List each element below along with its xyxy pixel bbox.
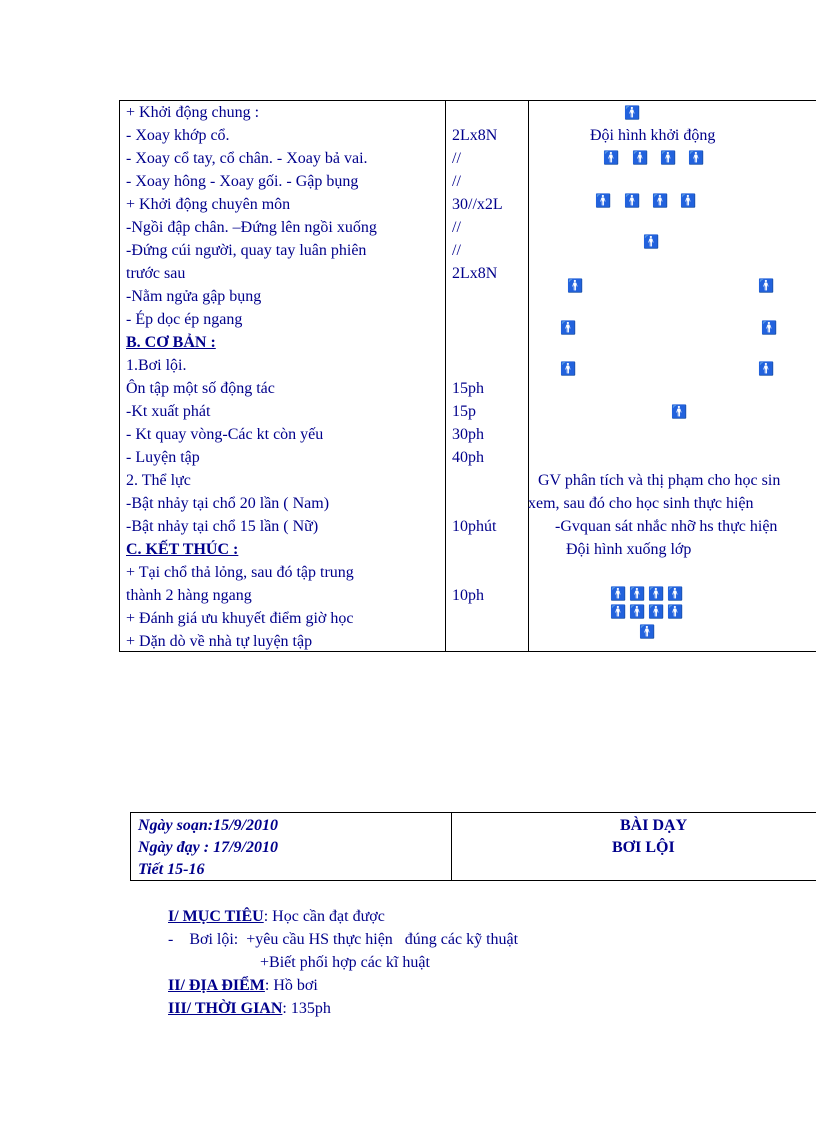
dosage-value: //: [452, 219, 461, 236]
content-row: 2. Thể lực: [126, 472, 191, 489]
student-icon: 🚹: [610, 605, 627, 620]
student-icon: 🚹: [610, 587, 627, 602]
dosage-value: 2Lx8N: [452, 265, 498, 282]
time-line: [168, 1000, 331, 1018]
teach-date: Ngày đạy : 17/9/2010: [138, 839, 278, 856]
content-row: Ôn tập một số động tác: [126, 380, 275, 397]
student-icon: 🚹: [688, 151, 705, 166]
content-row: -Đứng cúi người, quay tay luân phiên: [126, 242, 367, 259]
content-row: -Ngồi đập chân. –Đứng lên ngồi xuống: [126, 219, 377, 236]
content-row: + Đánh giá ưu khuyết điểm giờ học: [126, 610, 354, 627]
student-icon: 🚹: [652, 194, 669, 209]
content-row: 1.Bơi lội.: [126, 357, 187, 374]
dosage-value: 15p: [452, 403, 476, 420]
dismiss-formation-label: Đội hình xuống lớp: [566, 541, 692, 558]
student-icon: 🚹: [560, 321, 577, 336]
content-row: - Kt quay vòng-Các kt còn yếu: [126, 426, 324, 443]
content-row: trước sau: [126, 265, 186, 282]
teacher-icon: 🚹: [671, 405, 688, 420]
dosage-value: //: [452, 150, 461, 167]
student-icon: 🚹: [761, 321, 778, 336]
content-row: + Khởi động chuyên môn: [126, 196, 291, 213]
time-value: : 135ph: [282, 1000, 331, 1017]
objective-item: +Biết phối hợp các kĩ huật: [260, 954, 430, 971]
section-heading-co-ban: B. CƠ BẢN :: [126, 334, 216, 351]
content-row: + Khởi động chung :: [126, 104, 260, 121]
content-row: - Luyện tập: [126, 449, 200, 466]
content-row: -Nằm ngửa gập bụng: [126, 288, 262, 305]
student-icon: 🚹: [680, 194, 697, 209]
method-note: GV phân tích và thị phạm cho học sin: [538, 472, 781, 489]
dosage-value: 2Lx8N: [452, 127, 498, 144]
content-row: - Ép dọc ép ngang: [126, 311, 243, 328]
dosage-value: 30//x2L: [452, 196, 503, 213]
time-heading: III/ THỜI GIAN: [168, 1000, 283, 1017]
teacher-icon: 🚹: [624, 106, 641, 121]
student-icon: 🚹: [629, 587, 646, 602]
student-icon: 🚹: [632, 151, 649, 166]
objectives-line: [168, 908, 385, 926]
location-line: [168, 977, 318, 995]
dosage-value: 10phút: [452, 518, 497, 535]
student-icon: 🚹: [595, 194, 612, 209]
student-icon: 🚹: [648, 587, 665, 602]
period: Tiết 15-16: [138, 861, 205, 878]
content-row: + Tại chổ thả lỏng, sau đó tập trung: [126, 564, 354, 581]
objectives-heading: I/ MỤC TIÊU: [168, 908, 264, 925]
objectives-heading-rest: : Học cần đạt được: [263, 908, 385, 925]
teacher-icon: 🚹: [643, 235, 660, 250]
dosage-value: 10ph: [452, 587, 484, 604]
objective-item: - Bơi lội: +yêu cầu HS thực hiện đúng các kỹ thuật: [168, 931, 519, 948]
student-icon: 🚹: [567, 279, 584, 294]
content-row: thành 2 hàng ngang: [126, 587, 252, 604]
location-heading: II/ ĐỊA ĐIỂM: [168, 977, 265, 994]
prep-date: Ngày soạn:15/9/2010: [138, 817, 278, 834]
content-row: - Xoay cổ tay, cổ chân. - Xoay bả vai.: [126, 150, 368, 167]
lesson-label: BÀI DẠY: [620, 817, 688, 834]
section-heading-ket-thuc: C. KẾT THÚC :: [126, 541, 239, 558]
lesson-name: BƠI LỘI: [612, 839, 675, 856]
student-icon: 🚹: [624, 194, 641, 209]
dosage-value: //: [452, 242, 461, 259]
student-icon: 🚹: [629, 605, 646, 620]
content-row: - Xoay khớp cổ.: [126, 127, 230, 144]
method-note: xem, sau đó cho học sinh thực hiện: [528, 495, 754, 512]
student-icon: 🚹: [758, 279, 775, 294]
student-icon: 🚹: [603, 151, 620, 166]
method-note: -Gvquan sát nhắc nhỡ hs thực hiện: [555, 518, 778, 535]
content-row: - Xoay hông - Xoay gối. - Gập bụng: [126, 173, 359, 190]
dosage-value: 40ph: [452, 449, 484, 466]
content-row: -Bật nhảy tại chổ 15 lần ( Nữ): [126, 518, 319, 535]
student-icon: 🚹: [667, 587, 684, 602]
student-icon: 🚹: [648, 605, 665, 620]
location-value: : Hồ bơi: [264, 977, 318, 994]
content-row: -Kt xuất phát: [126, 403, 211, 420]
content-row: + Dặn dò về nhà tự luyện tập: [126, 633, 313, 650]
teacher-icon: 🚹: [639, 625, 656, 640]
student-icon: 🚹: [560, 362, 577, 377]
student-icon: 🚹: [667, 605, 684, 620]
student-icon: 🚹: [660, 151, 677, 166]
dosage-value: 30ph: [452, 426, 484, 443]
warmup-formation-label: Đội hình khởi động: [590, 127, 716, 144]
student-icon: 🚹: [758, 362, 775, 377]
dosage-value: //: [452, 173, 461, 190]
content-row: -Bật nhảy tại chổ 20 lần ( Nam): [126, 495, 330, 512]
dosage-value: 15ph: [452, 380, 484, 397]
